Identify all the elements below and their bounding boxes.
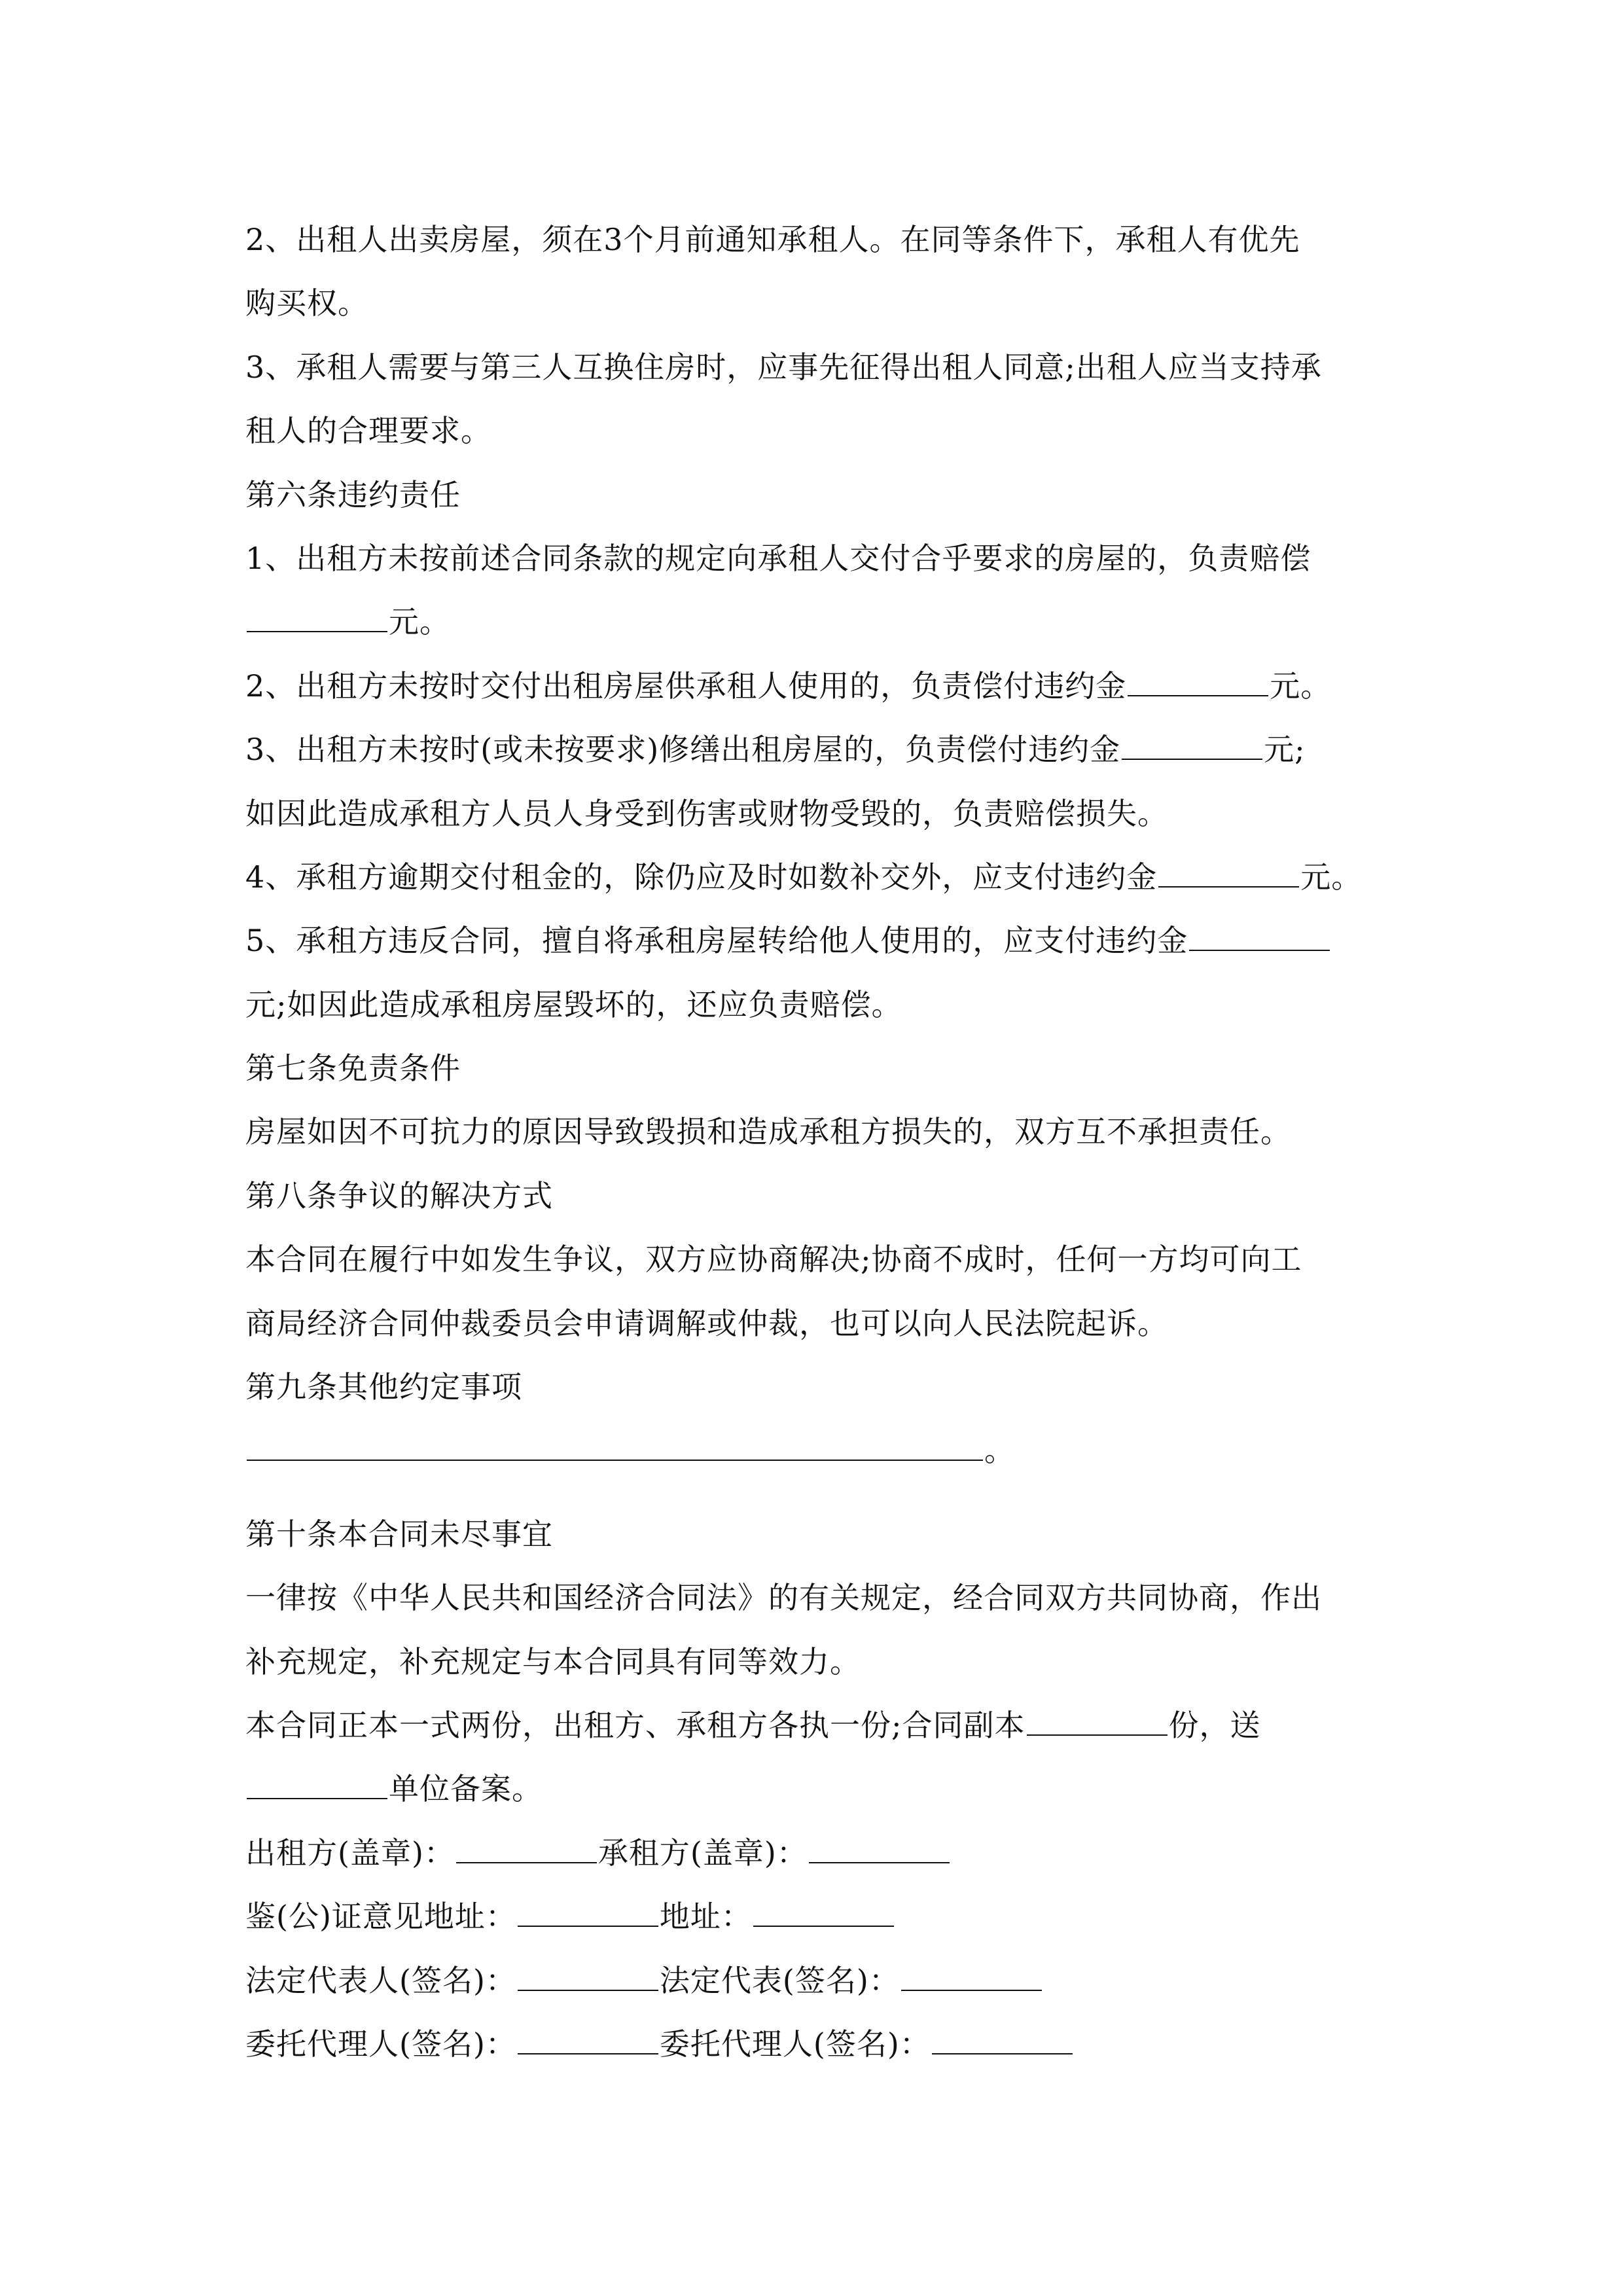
signature-blank[interactable] xyxy=(456,1832,597,1863)
signature-blank[interactable] xyxy=(518,1895,658,1927)
sec10-line1: 一律按《中华人民共和国经济合同法》的有关规定，经合同双方共同协商，作出 xyxy=(245,1580,1322,1616)
unit-text: 元。 xyxy=(389,604,450,640)
section-heading-other: 第九条其他约定事项 xyxy=(245,1369,522,1405)
sec9-blank-line xyxy=(245,1419,1387,1482)
sec10-line2: 补充规定，补充规定与本合同具有同等效力。 xyxy=(245,1643,861,1679)
sec5-item3-line1: 3、承租人需要与第三人互换住房时，应事先征得出租人同意;出租人应当支持承 xyxy=(245,349,1322,385)
signature-label: 承租方(盖章)： xyxy=(597,1835,808,1871)
sec8-line2: 商局经济合同仲裁委员会申请调解或仲裁，也可以向人民法院起诉。 xyxy=(245,1305,1168,1341)
section-heading-exemption: 第七条免责条件 xyxy=(245,1050,461,1086)
signature-blank[interactable] xyxy=(518,1960,658,1991)
signature-blank[interactable] xyxy=(518,2023,658,2054)
section-heading-breach: 第六条违约责任 xyxy=(245,476,461,512)
sec7-text: 房屋如因不可抗力的原因导致毁损和造成承租方损失的，双方互不承担责任。 xyxy=(245,1114,1291,1150)
signature-blank[interactable] xyxy=(901,1960,1042,1991)
signature-row-seal xyxy=(245,1821,1387,1885)
sec6-item4 xyxy=(245,846,1387,909)
signature-label: 鉴(公)证意见地址： xyxy=(245,1899,516,1935)
fill-blank[interactable] xyxy=(247,601,387,632)
section-heading-misc: 第十条本合同未尽事宜 xyxy=(245,1516,553,1552)
signature-label: 委托代理人(签名)： xyxy=(245,2026,516,2062)
signature-blank[interactable] xyxy=(809,1832,950,1863)
contract-page xyxy=(245,208,1387,2076)
sec6-item1-line1: 1、出租方未按前述合同条款的规定向承租人交付合乎要求的房屋的，负责赔偿 xyxy=(245,540,1311,576)
unit-text: 元。 xyxy=(1270,668,1332,704)
signature-row-agent xyxy=(245,2013,1387,2076)
signature-blank[interactable] xyxy=(753,1895,894,1927)
fill-blank[interactable] xyxy=(1189,920,1330,951)
clause-text: 份，送 xyxy=(1168,1707,1261,1743)
signature-row-legal-rep xyxy=(245,1949,1387,2013)
sec8-line1: 本合同在履行中如发生争议，双方应协商解决;协商不成时，任何一方均可向工 xyxy=(245,1242,1302,1278)
period-text: 。 xyxy=(984,1433,1015,1469)
signature-label: 地址： xyxy=(659,1899,752,1935)
sec6-item1-line2 xyxy=(245,590,1387,654)
sec5-item2-line2: 购买权。 xyxy=(245,285,368,321)
signature-label: 委托代理人(签名)： xyxy=(659,2026,931,2062)
signature-label: 法定代表人(签名)： xyxy=(245,1962,516,1998)
sec5-item2-line1: 2、出租人出卖房屋，须在3个月前通知承租人。在同等条件下，承租人有优先 xyxy=(245,222,1300,257)
sec10-copies-line2 xyxy=(245,1757,1387,1821)
fill-blank-long[interactable] xyxy=(247,1429,983,1461)
clause-text: 4、承租方逾期交付租金的，除仍应及时如数补交外，应支付违约金 xyxy=(245,859,1158,895)
clause-text: 5、承租方违反合同，擅自将承租房屋转给他人使用的，应支付违约金 xyxy=(245,923,1188,959)
fill-blank[interactable] xyxy=(1122,728,1262,760)
clause-text: 2、出租方未按时交付出租房屋供承租人使用的，负责偿付违约金 xyxy=(245,668,1127,704)
signature-row-address xyxy=(245,1885,1387,1948)
signature-label: 出租方(盖章)： xyxy=(245,1835,455,1871)
signature-blank[interactable] xyxy=(932,2023,1073,2054)
section-heading-dispute: 第八条争议的解决方式 xyxy=(245,1177,553,1213)
unit-text: 元。 xyxy=(1300,859,1363,895)
clause-text: 3、出租方未按时(或未按要求)修缮出租房屋的，负责偿付违约金 xyxy=(245,732,1121,768)
sec10-copies-line1 xyxy=(245,1694,1387,1757)
sec6-item5-line1 xyxy=(245,909,1387,973)
sec6-item2 xyxy=(245,655,1387,718)
fill-blank[interactable] xyxy=(1027,1704,1168,1736)
fill-blank[interactable] xyxy=(1128,665,1268,696)
fill-blank[interactable] xyxy=(1158,856,1299,888)
spacer xyxy=(245,1483,1387,1503)
fill-blank[interactable] xyxy=(247,1768,387,1799)
sec5-item3-line2: 租人的合理要求。 xyxy=(245,413,491,449)
sec6-item5-line2: 元;如因此造成承租房屋毁坏的，还应负责赔偿。 xyxy=(245,986,902,1022)
sec6-item3-line1 xyxy=(245,718,1387,781)
unit-text: 元; xyxy=(1264,732,1306,768)
signature-label: 法定代表(签名)： xyxy=(659,1962,900,1998)
clause-text: 本合同正本一式两份，出租方、承租方各执一份;合同副本 xyxy=(245,1707,1026,1743)
clause-text: 单位备案。 xyxy=(389,1771,543,1807)
sec6-item3-line2: 如因此造成承租方人员人身受到伤害或财物受毁的，负责赔偿损失。 xyxy=(245,795,1168,831)
